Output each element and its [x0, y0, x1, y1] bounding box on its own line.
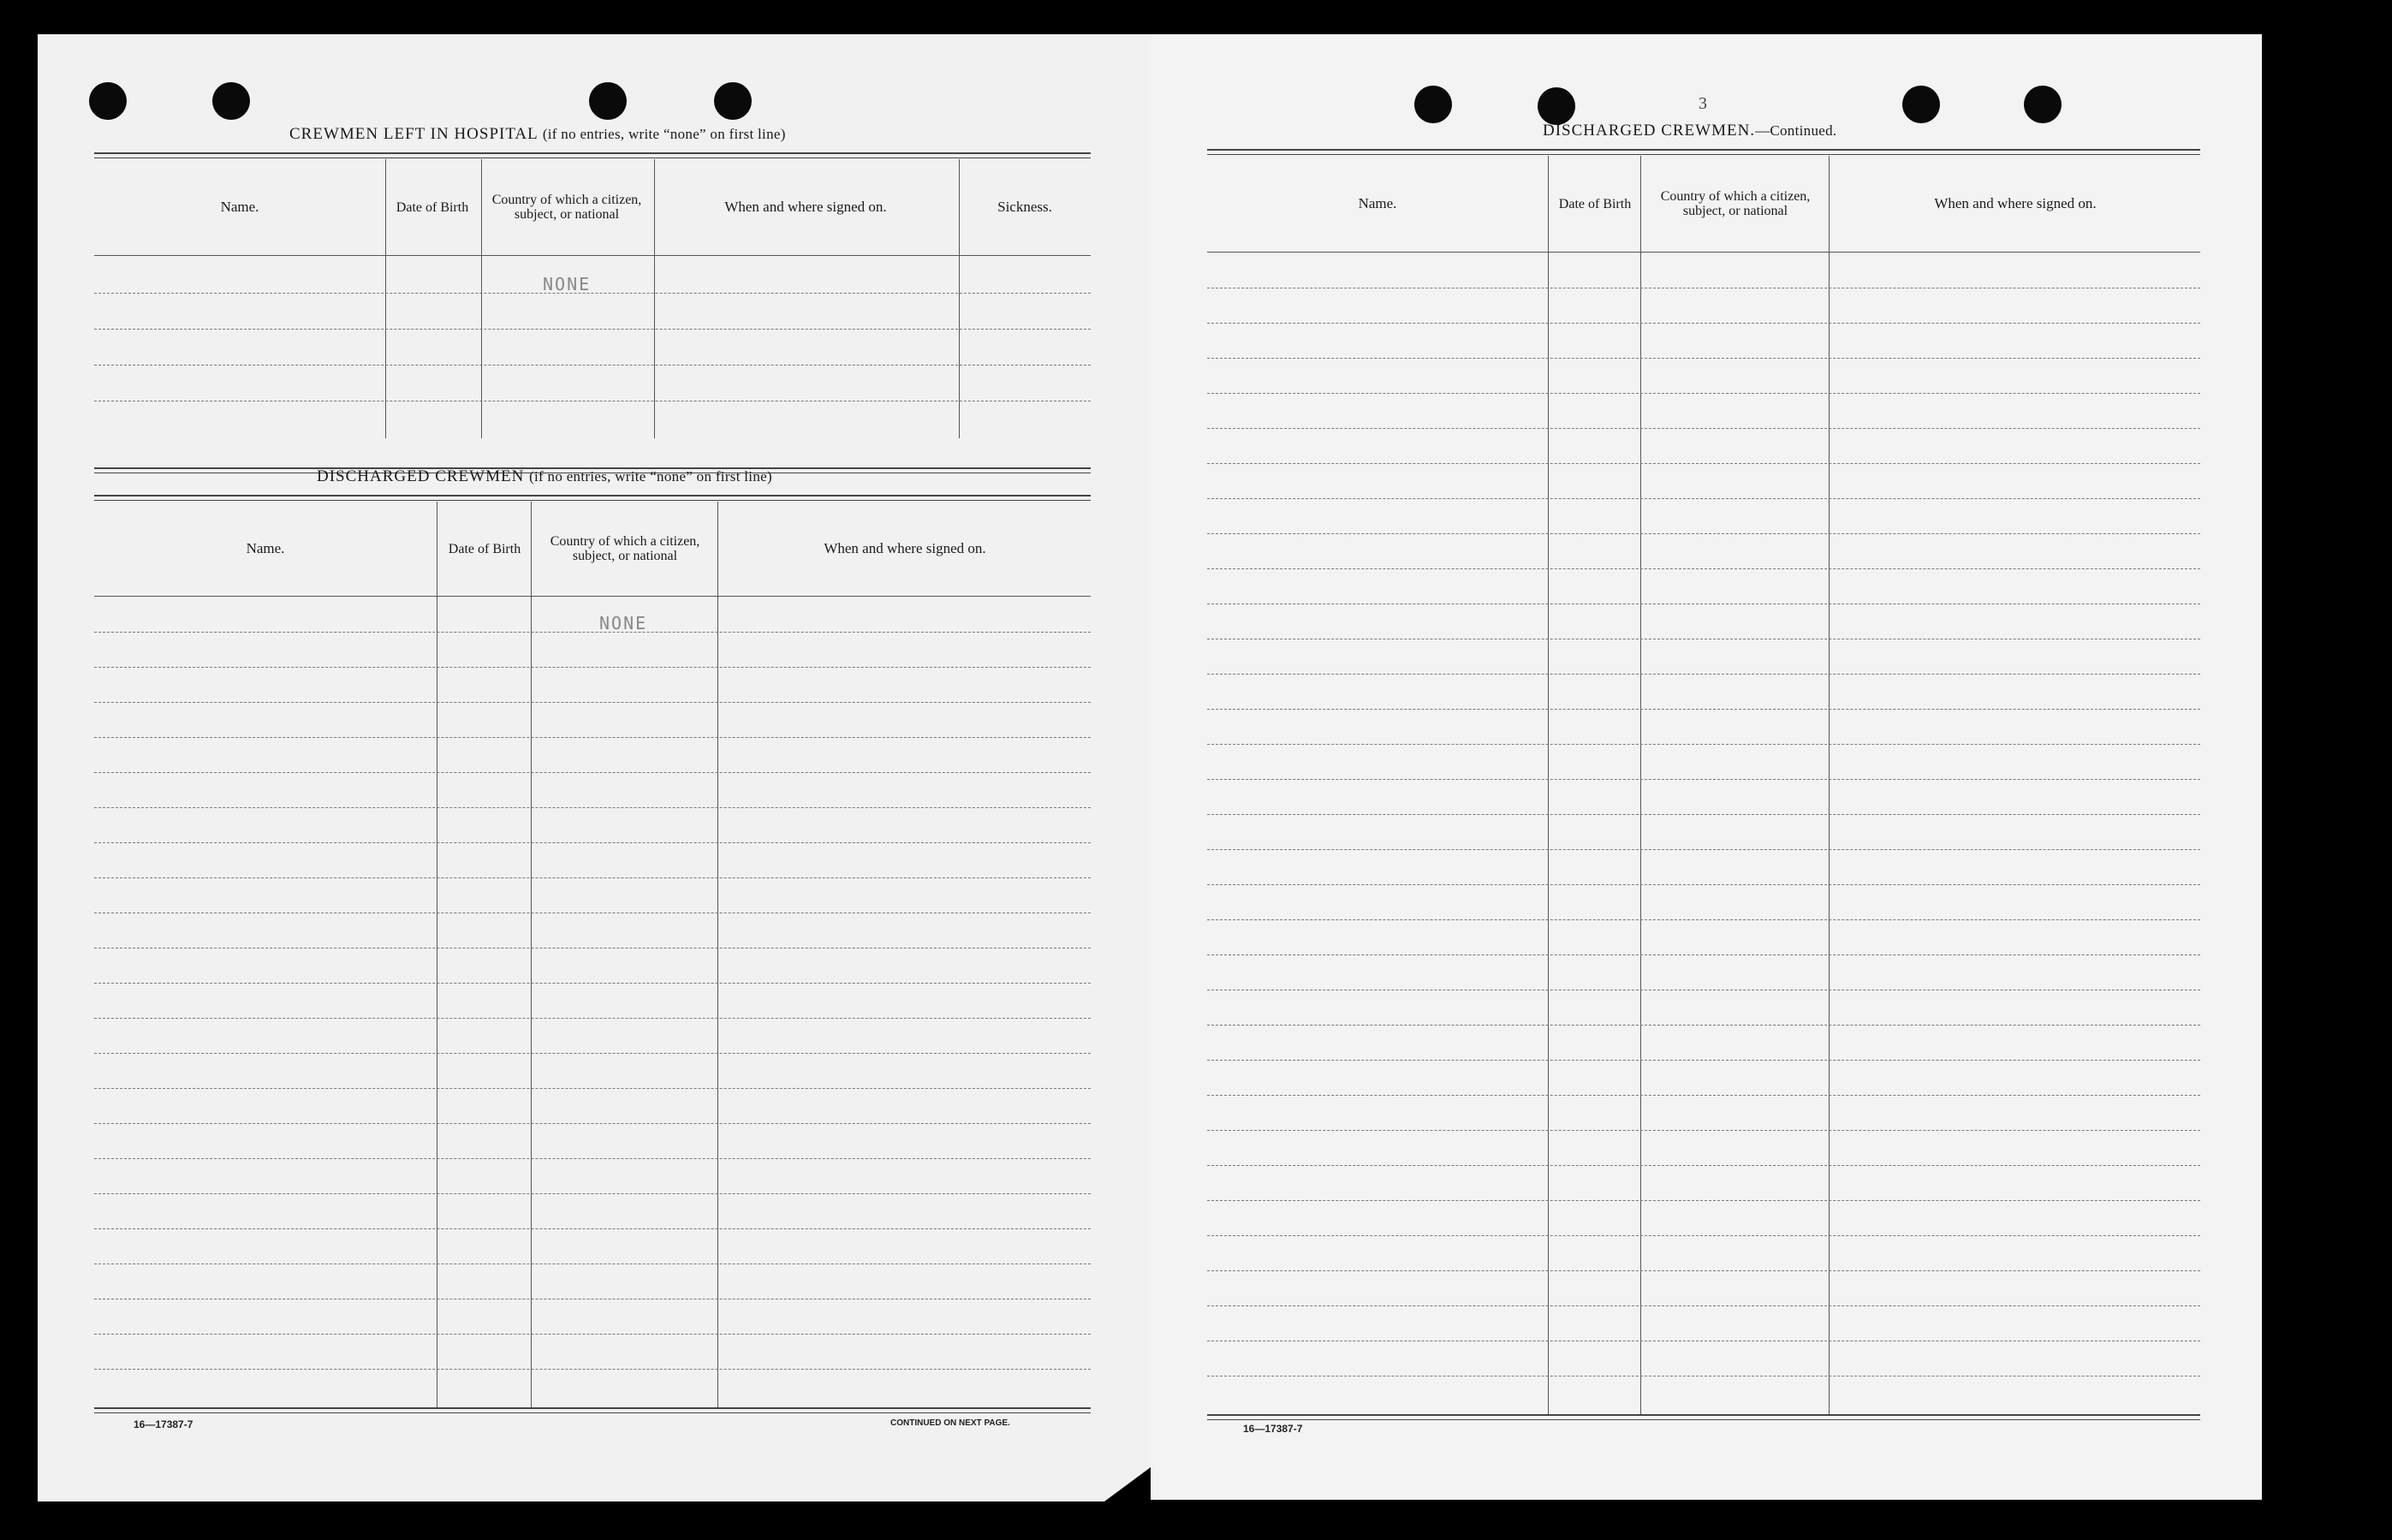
entry-line — [1207, 1025, 2200, 1026]
entry-line — [94, 1193, 1091, 1194]
entry-line — [1207, 1200, 2200, 1201]
bottom-rule — [94, 1407, 1091, 1413]
entry-line — [1207, 709, 2200, 710]
entry-line — [94, 667, 1091, 668]
punch-hole — [1902, 86, 1940, 123]
none-entry: NONE — [599, 613, 648, 633]
entry-line — [1207, 323, 2200, 324]
entry-line — [1207, 814, 2200, 815]
column-divider — [1829, 156, 1830, 1414]
left-page — [38, 34, 1151, 1501]
entry-line — [94, 842, 1091, 843]
entry-line — [94, 983, 1091, 984]
right-page — [1151, 34, 2262, 1500]
column-divider — [1548, 156, 1549, 1414]
entry-line — [94, 1018, 1091, 1019]
col-signed-on: When and where signed on. — [724, 199, 887, 215]
entry-line — [1207, 954, 2200, 955]
entry-line — [1207, 1095, 2200, 1096]
entry-line — [1207, 463, 2200, 464]
discharged-section-title: DISCHARGED CREWMEN (if no entries, write “none” on first line) — [317, 467, 772, 485]
header-rule — [94, 596, 1091, 597]
col-signed-on: When and where signed on. — [1934, 195, 2097, 211]
entry-line — [1207, 358, 2200, 359]
col-date-of-birth: Date of Birth — [1558, 196, 1632, 211]
entry-line — [94, 1369, 1091, 1370]
col-country: Country of which a citizen, subject, or national — [491, 193, 642, 222]
punch-hole — [589, 82, 627, 120]
col-sickness: Sickness. — [997, 199, 1052, 215]
col-signed-on: When and where signed on. — [824, 540, 986, 556]
punch-hole — [2024, 86, 2062, 123]
col-date-of-birth: Date of Birth — [448, 541, 521, 556]
bottom-rule — [1207, 1414, 2200, 1420]
col-name: Name. — [1358, 195, 1397, 211]
column-divider — [1640, 156, 1641, 1414]
entry-line — [94, 1088, 1091, 1089]
punch-hole — [1414, 86, 1452, 123]
none-entry: NONE — [543, 274, 592, 294]
column-divider — [959, 159, 960, 438]
entry-line — [1207, 1270, 2200, 1271]
entry-line — [1207, 919, 2200, 920]
punch-hole — [1538, 87, 1575, 125]
entry-line — [94, 1123, 1091, 1124]
punch-hole — [714, 82, 752, 120]
col-name: Name. — [220, 199, 259, 215]
column-divider — [654, 159, 655, 438]
col-country: Country of which a citizen, subject, or national — [1660, 189, 1811, 218]
hospital-table — [94, 159, 1091, 476]
entry-line — [1207, 533, 2200, 534]
discharged-table — [94, 502, 1091, 1452]
entry-line — [1207, 674, 2200, 675]
entry-line — [94, 877, 1091, 878]
entry-line — [94, 737, 1091, 738]
form-number: 16—17387-7 — [1243, 1423, 1303, 1435]
entry-line — [1207, 1305, 2200, 1306]
entry-line — [1207, 744, 2200, 745]
entry-line — [94, 702, 1091, 703]
section-rule — [94, 152, 1091, 158]
column-divider — [717, 502, 718, 1409]
discharged-continued-title: DISCHARGED CREWMEN.—Continued. — [1543, 122, 1837, 140]
section-rule — [94, 495, 1091, 501]
entry-line — [94, 293, 1091, 294]
header-rule — [94, 255, 1091, 256]
entry-line — [94, 1158, 1091, 1159]
column-divider — [385, 159, 386, 438]
entry-line — [94, 365, 1091, 366]
entry-line — [1207, 498, 2200, 499]
entry-line — [1207, 1060, 2200, 1061]
column-divider — [481, 159, 482, 438]
col-country: Country of which a citizen, subject, or national — [550, 534, 700, 563]
col-name: Name. — [246, 540, 285, 556]
entry-line — [1207, 1130, 2200, 1131]
section-rule — [1207, 149, 2200, 155]
entry-line — [1207, 568, 2200, 569]
entry-line — [94, 329, 1091, 330]
punch-hole — [212, 82, 250, 120]
header-rule — [1207, 252, 2200, 253]
form-number: 16—17387-7 — [134, 1418, 193, 1430]
col-date-of-birth: Date of Birth — [396, 199, 469, 215]
entry-line — [1207, 1235, 2200, 1236]
entry-line — [94, 772, 1091, 773]
punch-hole — [89, 82, 127, 120]
continued-note: CONTINUED ON NEXT PAGE. — [890, 1418, 1010, 1428]
entry-line — [94, 1053, 1091, 1054]
entry-line — [1207, 393, 2200, 394]
discharged-continued-table — [1207, 156, 2200, 1457]
entry-line — [94, 1334, 1091, 1335]
entry-line — [94, 807, 1091, 808]
entry-line — [1207, 428, 2200, 429]
entry-line — [94, 632, 1091, 633]
column-divider — [531, 502, 532, 1409]
entry-line — [1207, 849, 2200, 850]
entry-line — [1207, 1165, 2200, 1166]
entry-line — [94, 1228, 1091, 1229]
entry-line — [1207, 779, 2200, 780]
entry-line — [1207, 884, 2200, 885]
page-number: 3 — [1699, 94, 1707, 113]
hospital-section-title: CREWMEN LEFT IN HOSPITAL (if no entries, write “none” on first line) — [289, 125, 786, 143]
